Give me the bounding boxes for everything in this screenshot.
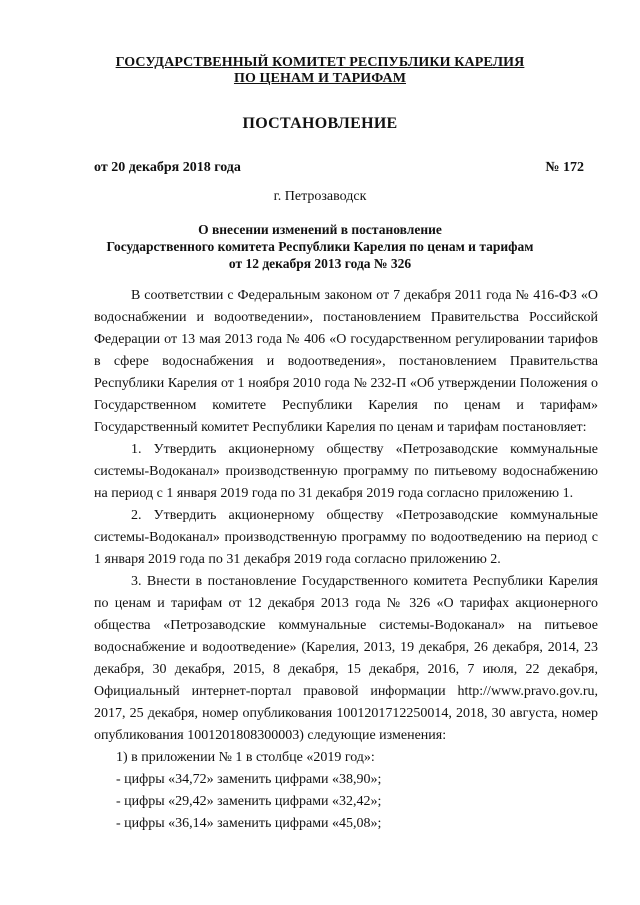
change-line-3: - цифры «36,14» заменить цифрами «45,08»;	[116, 816, 382, 831]
subject-line3: от 12 декабря 2013 года № 326	[228, 256, 412, 271]
item-3-paragraph: 3. Внести в постановление Государственного комитета Республики Карелия по ценам и тарифам от 12 декабря 2013 года № 326 «О тарифах акционерного общества «Петрозаводские коммунальные системы-Водоканал» на питьевое водоснабжение и водоотведение» (Карелия, 2013, 19 декабря, 26 декабря, 2014, 23 декабря, 30 декабря, 2015, 8 декабря, 15 декабря, 2016, 7 июля, 22 декабря, Официальный интернет-портал правовой информации http://www.pravo.gov.ru, 2017, 25 декабря, номер опубликования 1001201712250014, 2018, 30 августа, номер опубликования 1001201808300003) следующие изменения:	[94, 574, 598, 743]
document-date: от 20 декабря 2018 года	[94, 160, 241, 175]
document-number: № 172	[545, 160, 584, 175]
change-line-2: - цифры «29,42» заменить цифрами «32,42»;	[116, 794, 382, 809]
change-line-1: - цифры «34,72» заменить цифрами «38,90»;	[116, 772, 382, 787]
document-body	[94, 285, 598, 835]
document-city: г. Петрозаводск	[273, 189, 367, 204]
item-1-paragraph: 1. Утвердить акционерному обществу «Петрозаводские коммунальные системы-Водоканал» производственную программу по питьевому водоснабжению на период с 1 января 2019 года по 31 декабря 2019 года согласно приложению 1.	[94, 442, 598, 501]
sub-item-1: 1) в приложении № 1 в столбце «2019 год»:	[116, 750, 375, 765]
preamble-paragraph: В соответствии с Федеральным законом от 7 декабря 2011 года № 416-ФЗ «О водоснабжении и водоотведении», постановлением Правительства Российской Федерации от 13 мая 2013 года № 406 «О государственном регулировании тарифов в сфере водоснабжения и водоотведения», постановлением Правительства Республики Карелия от 1 ноября 2010 года № 232-П «Об утверждении Положения о Государственном комитете Республики Карелия по ценам и тарифам» Государственный комитет Республики Карелия по ценам и тарифам постановляет:	[94, 288, 598, 435]
subject-line1: О внесении изменений в постановление	[198, 222, 442, 237]
organization-name-line2: ПО ЦЕНАМ И ТАРИФАМ	[233, 71, 407, 86]
organization-name-line1: ГОСУДАРСТВЕННЫЙ КОМИТЕТ РЕСПУБЛИКИ КАРЕЛИЯ	[115, 55, 525, 70]
document-subject	[0, 221, 640, 272]
subject-line2: Государственного комитета Республики Карелия по ценам и тарифам	[106, 239, 534, 254]
item-2-paragraph: 2. Утвердить акционерному обществу «Петрозаводские коммунальные системы-Водоканал» производственную программу по водоотведению на период с 1 января 2019 года по 31 декабря 2019 года согласно приложению 2.	[94, 508, 598, 567]
document-type-heading: ПОСТАНОВЛЕНИЕ	[242, 115, 398, 132]
